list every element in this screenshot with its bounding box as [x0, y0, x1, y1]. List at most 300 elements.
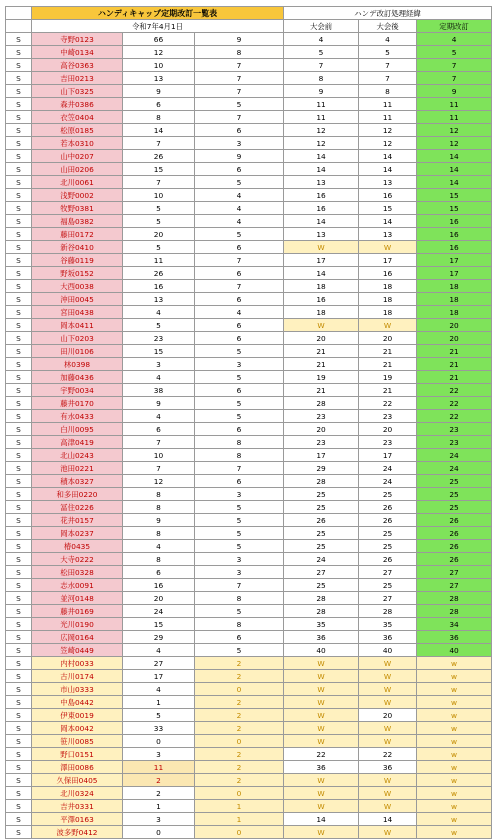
revised-value[interactable]: 26 [417, 527, 492, 540]
revised-value[interactable]: 15 [417, 202, 492, 215]
row-class[interactable]: S [6, 280, 32, 293]
revised-value[interactable]: 16 [417, 228, 492, 241]
revised-value[interactable]: w [417, 748, 492, 761]
player-name[interactable]: 古川0174 [32, 670, 123, 683]
value-b[interactable]: 4 [195, 215, 284, 228]
before-value[interactable]: W [284, 670, 359, 683]
value-b[interactable]: 2 [195, 696, 284, 709]
player-name[interactable]: 若本0310 [32, 137, 123, 150]
after-value[interactable]: W [359, 683, 417, 696]
value-b[interactable]: 8 [195, 436, 284, 449]
value-a[interactable]: 2 [123, 774, 195, 787]
row-class[interactable]: S [6, 371, 32, 384]
value-a[interactable]: 15 [123, 345, 195, 358]
value-a[interactable]: 2 [123, 787, 195, 800]
before-value[interactable]: 11 [284, 98, 359, 111]
value-a[interactable]: 7 [123, 176, 195, 189]
player-name[interactable]: 平澤0163 [32, 813, 123, 826]
player-name[interactable]: 北山0243 [32, 449, 123, 462]
value-a[interactable]: 0 [123, 735, 195, 748]
value-b[interactable]: 3 [195, 488, 284, 501]
player-name[interactable]: 野口0151 [32, 748, 123, 761]
value-b[interactable]: 3 [195, 566, 284, 579]
row-class[interactable]: S [6, 46, 32, 59]
player-name[interactable]: 藤井0170 [32, 397, 123, 410]
value-b[interactable]: 7 [195, 462, 284, 475]
value-a[interactable]: 1 [123, 800, 195, 813]
before-value[interactable]: 26 [284, 514, 359, 527]
value-a[interactable]: 3 [123, 813, 195, 826]
value-b[interactable]: 7 [195, 72, 284, 85]
before-value[interactable]: W [284, 774, 359, 787]
revised-value[interactable]: 26 [417, 514, 492, 527]
value-b[interactable]: 2 [195, 709, 284, 722]
row-class[interactable]: S [6, 670, 32, 683]
before-value[interactable]: 14 [284, 215, 359, 228]
player-name[interactable]: 笹川0085 [32, 735, 123, 748]
row-class[interactable]: S [6, 631, 32, 644]
before-value[interactable]: 14 [284, 813, 359, 826]
row-class[interactable]: S [6, 462, 32, 475]
row-class[interactable]: S [6, 566, 32, 579]
player-name[interactable]: 澤田0086 [32, 761, 123, 774]
revised-value[interactable]: 20 [417, 332, 492, 345]
before-value[interactable]: 8 [284, 72, 359, 85]
row-class[interactable]: S [6, 202, 32, 215]
player-name[interactable]: 衣笠0404 [32, 111, 123, 124]
value-a[interactable]: 10 [123, 59, 195, 72]
revised-value[interactable]: 12 [417, 124, 492, 137]
value-a[interactable]: 16 [123, 579, 195, 592]
after-value[interactable]: 23 [359, 436, 417, 449]
after-value[interactable]: W [359, 787, 417, 800]
revised-value[interactable]: 16 [417, 241, 492, 254]
after-value[interactable]: 7 [359, 59, 417, 72]
after-value[interactable]: 12 [359, 137, 417, 150]
value-a[interactable]: 6 [123, 423, 195, 436]
row-class[interactable]: S [6, 735, 32, 748]
value-a[interactable]: 4 [123, 540, 195, 553]
after-value[interactable]: 14 [359, 215, 417, 228]
revised-value[interactable]: 25 [417, 488, 492, 501]
row-class[interactable]: S [6, 332, 32, 345]
after-value[interactable]: 18 [359, 293, 417, 306]
player-name[interactable]: 並河0148 [32, 592, 123, 605]
player-name[interactable]: 伊東0019 [32, 709, 123, 722]
after-value[interactable]: 25 [359, 540, 417, 553]
before-value[interactable]: 12 [284, 124, 359, 137]
player-name[interactable]: 松田0328 [32, 566, 123, 579]
value-a[interactable]: 8 [123, 488, 195, 501]
value-a[interactable]: 7 [123, 462, 195, 475]
before-value[interactable]: 36 [284, 631, 359, 644]
player-name[interactable]: 岡本0237 [32, 527, 123, 540]
value-a[interactable]: 13 [123, 72, 195, 85]
player-name[interactable]: 吉田0213 [32, 72, 123, 85]
value-b[interactable]: 6 [195, 163, 284, 176]
before-value[interactable]: 28 [284, 605, 359, 618]
value-b[interactable]: 4 [195, 306, 284, 319]
revised-value[interactable]: 14 [417, 163, 492, 176]
player-name[interactable]: 高津0419 [32, 436, 123, 449]
before-value[interactable]: 7 [284, 59, 359, 72]
row-class[interactable]: S [6, 59, 32, 72]
after-value[interactable]: 26 [359, 514, 417, 527]
value-b[interactable]: 0 [195, 787, 284, 800]
player-name[interactable]: 宇野0034 [32, 384, 123, 397]
before-value[interactable]: W [284, 735, 359, 748]
after-value[interactable]: 23 [359, 410, 417, 423]
before-value[interactable]: 20 [284, 423, 359, 436]
value-a[interactable]: 15 [123, 163, 195, 176]
player-name[interactable]: 大寺0222 [32, 553, 123, 566]
player-name[interactable]: 谷藤0119 [32, 254, 123, 267]
revised-value[interactable]: 40 [417, 644, 492, 657]
value-b[interactable]: 6 [195, 267, 284, 280]
row-class[interactable]: S [6, 488, 32, 501]
after-value[interactable]: 12 [359, 124, 417, 137]
after-value[interactable]: 17 [359, 449, 417, 462]
player-name[interactable]: 藤田0172 [32, 228, 123, 241]
row-class[interactable]: S [6, 267, 32, 280]
before-value[interactable]: 35 [284, 618, 359, 631]
player-name[interactable]: 沖田0045 [32, 293, 123, 306]
revised-value[interactable]: 21 [417, 371, 492, 384]
row-class[interactable]: S [6, 98, 32, 111]
after-value[interactable]: 25 [359, 579, 417, 592]
after-value[interactable]: 14 [359, 150, 417, 163]
value-a[interactable]: 20 [123, 592, 195, 605]
value-b[interactable]: 1 [195, 813, 284, 826]
row-class[interactable]: S [6, 761, 32, 774]
value-a[interactable]: 4 [123, 306, 195, 319]
value-a[interactable]: 5 [123, 319, 195, 332]
value-a[interactable]: 10 [123, 449, 195, 462]
row-class[interactable]: S [6, 748, 32, 761]
revised-value[interactable]: 24 [417, 462, 492, 475]
value-a[interactable]: 4 [123, 410, 195, 423]
value-b[interactable]: 5 [195, 644, 284, 657]
value-b[interactable]: 2 [195, 670, 284, 683]
revised-value[interactable]: 16 [417, 215, 492, 228]
revised-value[interactable]: 15 [417, 189, 492, 202]
before-value[interactable]: W [284, 800, 359, 813]
value-a[interactable]: 8 [123, 501, 195, 514]
revised-value[interactable]: 22 [417, 384, 492, 397]
revised-value[interactable]: 25 [417, 501, 492, 514]
revised-value[interactable]: 24 [417, 449, 492, 462]
player-name[interactable]: 宮田0438 [32, 306, 123, 319]
value-a[interactable]: 66 [123, 33, 195, 46]
before-value[interactable]: 4 [284, 33, 359, 46]
before-value[interactable]: 12 [284, 137, 359, 150]
value-a[interactable]: 5 [123, 241, 195, 254]
player-name[interactable]: 岡本0411 [32, 319, 123, 332]
value-b[interactable]: 5 [195, 605, 284, 618]
revised-value[interactable]: w [417, 826, 492, 839]
player-name[interactable]: 岡本0042 [32, 722, 123, 735]
after-value[interactable]: 22 [359, 748, 417, 761]
revised-value[interactable]: 27 [417, 579, 492, 592]
value-a[interactable]: 11 [123, 761, 195, 774]
value-b[interactable]: 7 [195, 111, 284, 124]
before-value[interactable]: W [284, 657, 359, 670]
before-value[interactable]: 16 [284, 189, 359, 202]
value-b[interactable]: 8 [195, 592, 284, 605]
value-b[interactable]: 9 [195, 150, 284, 163]
before-value[interactable]: 25 [284, 540, 359, 553]
after-value[interactable]: 36 [359, 631, 417, 644]
player-name[interactable]: 志水0091 [32, 579, 123, 592]
after-value[interactable]: 21 [359, 384, 417, 397]
value-a[interactable]: 27 [123, 657, 195, 670]
player-name[interactable]: 大西0038 [32, 280, 123, 293]
player-name[interactable]: 林0398 [32, 358, 123, 371]
after-value[interactable]: 4 [359, 33, 417, 46]
before-value[interactable]: 21 [284, 345, 359, 358]
value-a[interactable]: 0 [123, 826, 195, 839]
row-class[interactable]: S [6, 813, 32, 826]
value-a[interactable]: 14 [123, 124, 195, 137]
after-value[interactable]: 14 [359, 813, 417, 826]
value-b[interactable]: 5 [195, 540, 284, 553]
player-name[interactable]: 中崎0134 [32, 46, 123, 59]
before-value[interactable]: W [284, 683, 359, 696]
value-a[interactable]: 6 [123, 566, 195, 579]
revised-value[interactable]: 22 [417, 410, 492, 423]
value-b[interactable]: 5 [195, 345, 284, 358]
value-a[interactable]: 5 [123, 215, 195, 228]
value-b[interactable]: 5 [195, 371, 284, 384]
value-b[interactable]: 4 [195, 189, 284, 202]
revised-value[interactable]: 26 [417, 540, 492, 553]
before-value[interactable]: 9 [284, 85, 359, 98]
after-value[interactable]: 24 [359, 475, 417, 488]
after-value[interactable]: W [359, 800, 417, 813]
after-value[interactable]: 28 [359, 605, 417, 618]
value-a[interactable]: 4 [123, 371, 195, 384]
revised-value[interactable]: 11 [417, 111, 492, 124]
value-a[interactable]: 9 [123, 85, 195, 98]
before-value[interactable]: W [284, 709, 359, 722]
after-value[interactable]: 17 [359, 254, 417, 267]
player-name[interactable]: 白川0095 [32, 423, 123, 436]
value-b[interactable]: 8 [195, 46, 284, 59]
value-a[interactable]: 17 [123, 670, 195, 683]
row-class[interactable]: S [6, 683, 32, 696]
value-b[interactable]: 3 [195, 137, 284, 150]
revised-value[interactable]: 17 [417, 254, 492, 267]
row-class[interactable]: S [6, 319, 32, 332]
player-name[interactable]: 中島0442 [32, 696, 123, 709]
value-a[interactable]: 12 [123, 46, 195, 59]
value-b[interactable]: 6 [195, 319, 284, 332]
player-name[interactable]: 有水0433 [32, 410, 123, 423]
before-value[interactable]: 25 [284, 579, 359, 592]
row-class[interactable]: S [6, 722, 32, 735]
before-value[interactable]: 23 [284, 410, 359, 423]
value-a[interactable]: 8 [123, 527, 195, 540]
before-value[interactable]: W [284, 722, 359, 735]
row-class[interactable]: S [6, 85, 32, 98]
after-value[interactable]: 20 [359, 709, 417, 722]
before-value[interactable]: 16 [284, 202, 359, 215]
player-name[interactable]: 山下0203 [32, 332, 123, 345]
before-value[interactable]: W [284, 241, 359, 254]
before-value[interactable]: 36 [284, 761, 359, 774]
row-class[interactable]: S [6, 501, 32, 514]
value-a[interactable]: 6 [123, 98, 195, 111]
value-b[interactable]: 1 [195, 800, 284, 813]
before-value[interactable]: 25 [284, 501, 359, 514]
value-a[interactable]: 26 [123, 150, 195, 163]
value-b[interactable]: 2 [195, 761, 284, 774]
player-name[interactable]: 寺野0123 [32, 33, 123, 46]
row-class[interactable]: S [6, 709, 32, 722]
player-name[interactable]: 笠崎0449 [32, 644, 123, 657]
value-a[interactable]: 11 [123, 254, 195, 267]
row-class[interactable]: S [6, 800, 32, 813]
revised-value[interactable]: w [417, 683, 492, 696]
value-b[interactable]: 5 [195, 527, 284, 540]
value-b[interactable]: 5 [195, 501, 284, 514]
value-a[interactable]: 10 [123, 189, 195, 202]
before-value[interactable]: 14 [284, 267, 359, 280]
row-class[interactable]: S [6, 111, 32, 124]
after-value[interactable]: 15 [359, 202, 417, 215]
player-name[interactable]: 藤井0169 [32, 605, 123, 618]
revised-value[interactable]: 18 [417, 280, 492, 293]
before-value[interactable]: 14 [284, 150, 359, 163]
player-name[interactable]: 山中0207 [32, 150, 123, 163]
value-a[interactable]: 8 [123, 111, 195, 124]
before-value[interactable]: 18 [284, 280, 359, 293]
player-name[interactable]: 山田0206 [32, 163, 123, 176]
row-class[interactable]: S [6, 254, 32, 267]
before-value[interactable]: W [284, 826, 359, 839]
before-value[interactable]: 13 [284, 228, 359, 241]
after-value[interactable]: 16 [359, 267, 417, 280]
value-b[interactable]: 6 [195, 475, 284, 488]
before-value[interactable]: 28 [284, 475, 359, 488]
after-value[interactable]: W [359, 722, 417, 735]
before-value[interactable]: 18 [284, 306, 359, 319]
revised-value[interactable]: 34 [417, 618, 492, 631]
player-name[interactable]: 冨住0226 [32, 501, 123, 514]
row-class[interactable]: S [6, 410, 32, 423]
after-value[interactable]: W [359, 670, 417, 683]
after-value[interactable]: 40 [359, 644, 417, 657]
row-class[interactable]: S [6, 696, 32, 709]
revised-value[interactable]: w [417, 657, 492, 670]
row-class[interactable]: S [6, 527, 32, 540]
value-b[interactable]: 6 [195, 423, 284, 436]
value-a[interactable]: 29 [123, 631, 195, 644]
player-name[interactable]: 森井0386 [32, 98, 123, 111]
revised-value[interactable]: w [417, 722, 492, 735]
value-b[interactable]: 4 [195, 202, 284, 215]
value-b[interactable]: 7 [195, 59, 284, 72]
value-a[interactable]: 7 [123, 436, 195, 449]
player-name[interactable]: 市山0333 [32, 683, 123, 696]
row-class[interactable]: S [6, 33, 32, 46]
row-class[interactable]: S [6, 449, 32, 462]
value-b[interactable]: 3 [195, 358, 284, 371]
row-class[interactable]: S [6, 605, 32, 618]
value-a[interactable]: 5 [123, 202, 195, 215]
revised-value[interactable]: 23 [417, 423, 492, 436]
row-class[interactable]: S [6, 579, 32, 592]
before-value[interactable]: 14 [284, 163, 359, 176]
after-value[interactable]: W [359, 657, 417, 670]
value-b[interactable]: 0 [195, 826, 284, 839]
before-value[interactable]: 21 [284, 358, 359, 371]
value-a[interactable]: 5 [123, 709, 195, 722]
revised-value[interactable]: 22 [417, 397, 492, 410]
row-class[interactable]: S [6, 787, 32, 800]
value-b[interactable]: 7 [195, 85, 284, 98]
row-class[interactable]: S [6, 644, 32, 657]
value-a[interactable]: 4 [123, 683, 195, 696]
after-value[interactable]: W [359, 241, 417, 254]
value-b[interactable]: 7 [195, 280, 284, 293]
value-a[interactable]: 13 [123, 293, 195, 306]
before-value[interactable]: W [284, 319, 359, 332]
revised-value[interactable]: 25 [417, 475, 492, 488]
after-value[interactable]: W [359, 696, 417, 709]
value-b[interactable]: 8 [195, 618, 284, 631]
value-b[interactable]: 2 [195, 722, 284, 735]
player-name[interactable]: 光川0190 [32, 618, 123, 631]
player-name[interactable]: 福島0382 [32, 215, 123, 228]
row-class[interactable]: S [6, 306, 32, 319]
before-value[interactable]: 13 [284, 176, 359, 189]
value-b[interactable]: 0 [195, 735, 284, 748]
after-value[interactable]: 21 [359, 345, 417, 358]
player-name[interactable]: 久保田0405 [32, 774, 123, 787]
after-value[interactable]: 11 [359, 98, 417, 111]
player-name[interactable]: 吉井0331 [32, 800, 123, 813]
before-value[interactable]: 17 [284, 254, 359, 267]
revised-value[interactable]: w [417, 696, 492, 709]
value-a[interactable]: 15 [123, 618, 195, 631]
after-value[interactable]: 20 [359, 332, 417, 345]
row-class[interactable]: S [6, 384, 32, 397]
value-a[interactable]: 8 [123, 553, 195, 566]
before-value[interactable]: 27 [284, 566, 359, 579]
before-value[interactable]: 16 [284, 293, 359, 306]
value-b[interactable]: 8 [195, 449, 284, 462]
before-value[interactable]: 11 [284, 111, 359, 124]
value-a[interactable]: 3 [123, 748, 195, 761]
value-a[interactable]: 3 [123, 358, 195, 371]
row-class[interactable]: S [6, 397, 32, 410]
revised-value[interactable]: 27 [417, 566, 492, 579]
player-name[interactable]: 松原0185 [32, 124, 123, 137]
row-class[interactable]: S [6, 826, 32, 839]
after-value[interactable]: 36 [359, 761, 417, 774]
row-class[interactable]: S [6, 514, 32, 527]
row-class[interactable]: S [6, 345, 32, 358]
value-a[interactable]: 26 [123, 267, 195, 280]
player-name[interactable]: 新谷0410 [32, 241, 123, 254]
revised-value[interactable]: 21 [417, 358, 492, 371]
after-value[interactable]: 27 [359, 592, 417, 605]
after-value[interactable]: 16 [359, 189, 417, 202]
after-value[interactable]: 22 [359, 397, 417, 410]
value-b[interactable]: 6 [195, 332, 284, 345]
revised-value[interactable]: 9 [417, 85, 492, 98]
